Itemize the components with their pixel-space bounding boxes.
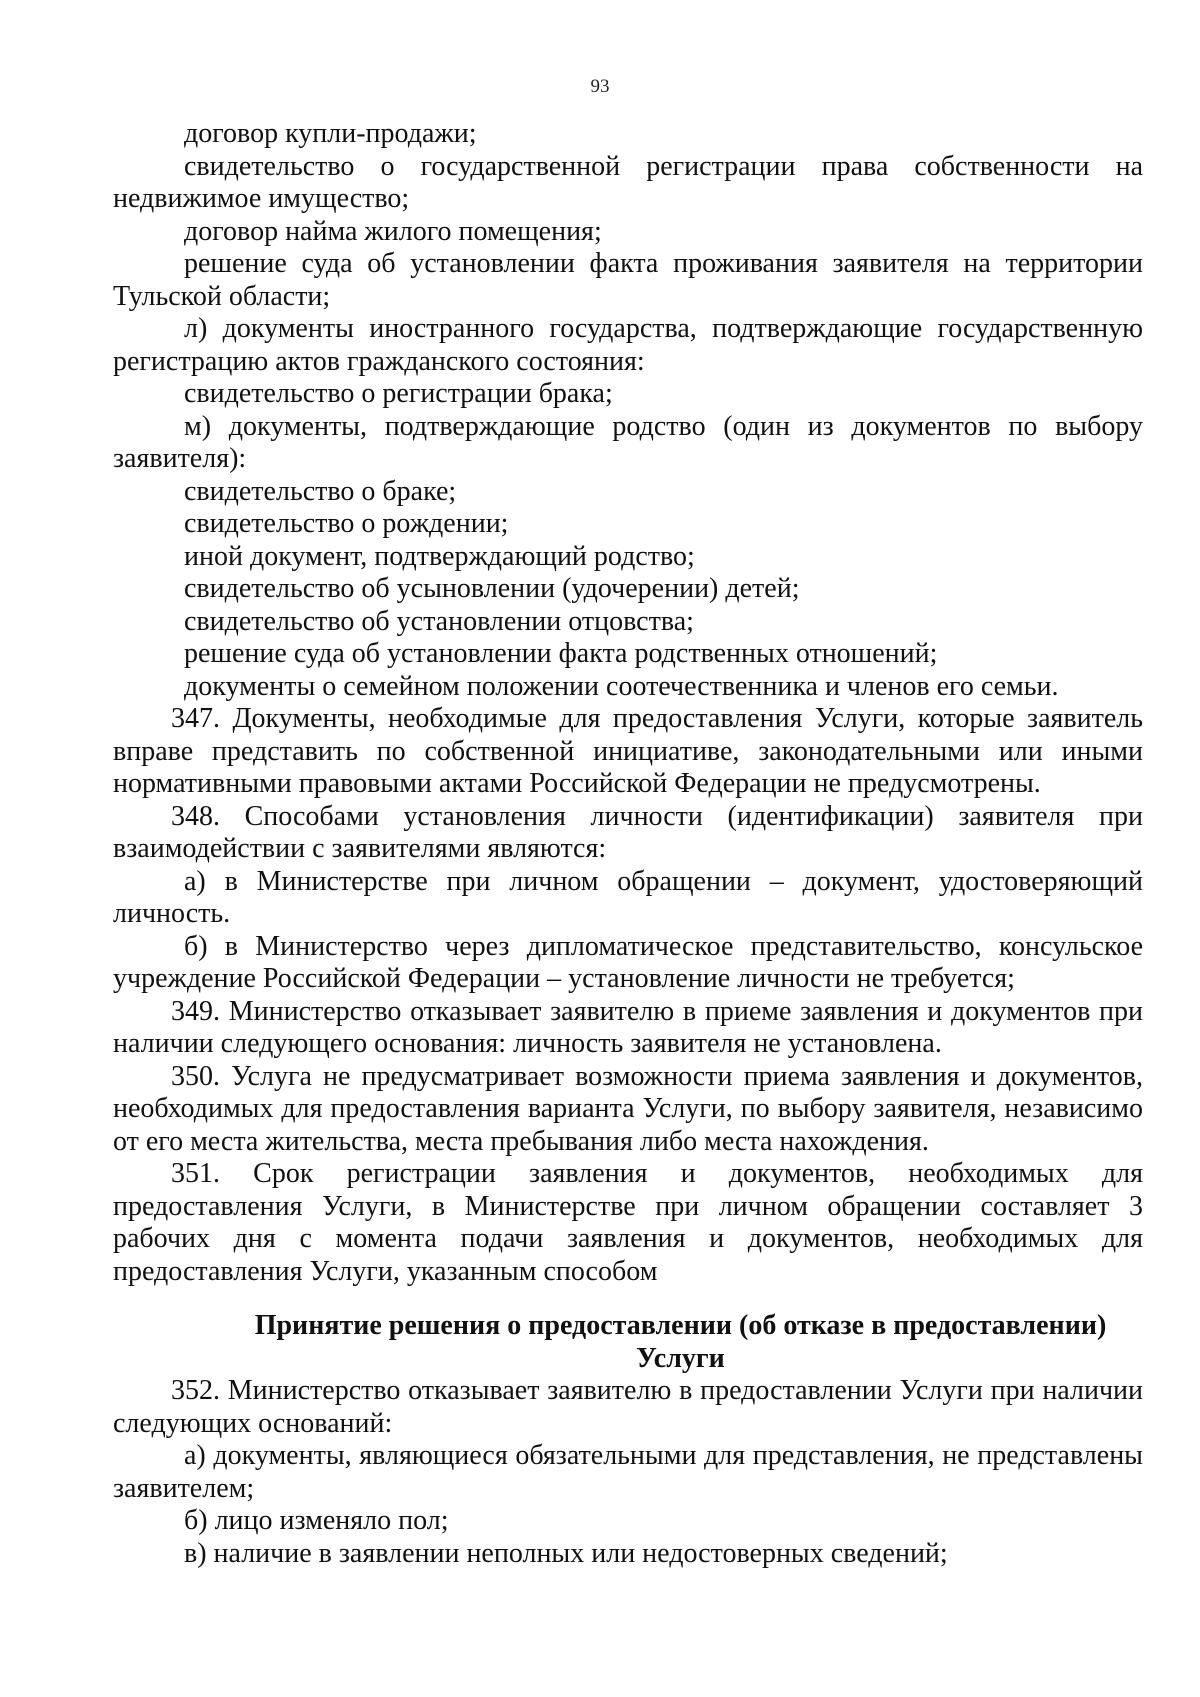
- paragraph: 347. Документы, необходимые для предоставления Услуги, которые заявитель вправе представить по собственной инициативе, законодательными или иными нормативными правовыми актами Российской Федерации не предусмотрены.: [113, 703, 1143, 799]
- paragraph: иной документ, подтверждающий родство;: [184, 540, 695, 572]
- paragraphs-top: [113, 118, 1143, 1288]
- section-heading: [113, 1310, 1143, 1375]
- paragraph: б) в Министерство через дипломатическое представительство, консульское учреждение Российской Федерации – установление личности не требуется;: [113, 930, 1143, 994]
- paragraph: в) наличие в заявлении неполных или недостоверных сведений;: [184, 1537, 948, 1569]
- paragraph: б) лицо изменяло пол;: [184, 1505, 449, 1536]
- paragraph: решение суда об установлении факта родственных отношений;: [184, 638, 938, 669]
- paragraph: л) документы иностранного государства, подтверждающие государственную регистрацию актов гражданского состояния:: [113, 313, 1143, 377]
- paragraph: решение суда об установлении факта проживания заявителя на территории Тульской области;: [113, 248, 1143, 312]
- paragraph: а) документы, являющиеся обязательными для представления, не представлены заявителем;: [113, 1440, 1143, 1504]
- paragraph: 348. Способами установления личности (идентификации) заявителя при взаимодействии с заявителями являются:: [113, 800, 1143, 864]
- document-body: [113, 118, 1143, 1570]
- paragraph: 350. Услуга не предусматривает возможности приема заявления и документов, необходимых для предоставления варианта Услуги, по выбору заявителя, независимо от его места жительства, места пребывания либо места нахождения.: [113, 1060, 1143, 1157]
- paragraph: 351. Срок регистрации заявления и документов, необходимых для предоставления Услуги, в Министерстве при личном обращении составляет 3 рабочих дня с момента подачи заявления и документов, необходимых для предоставления Услуги, указанным способом: [113, 1158, 1143, 1287]
- paragraph: свидетельство о государственной регистрации права собственности на недвижимое имущество;: [113, 150, 1143, 214]
- paragraph: м) документы, подтверждающие родство (один из документов по выбору заявителя):: [113, 410, 1143, 474]
- paragraph: а) в Министерстве при личном обращении – документ, удостоверяющий личность.: [113, 865, 1143, 929]
- paragraph: свидетельство о рождении;: [184, 508, 509, 539]
- paragraph: свидетельство о регистрации брака;: [184, 378, 613, 409]
- paragraph: свидетельство об установлении отцовства;: [184, 605, 694, 637]
- paragraph: документы о семейном положении соотечественника и членов его семьи.: [184, 670, 1059, 702]
- paragraphs-bottom: [113, 1375, 1143, 1570]
- page-number: 93: [590, 76, 610, 97]
- paragraph: 352. Министерство отказывает заявителю в предоставлении Услуги при наличии следующих оснований:: [113, 1375, 1143, 1439]
- section-heading-line-1: Принятие решения о предоставлении (об отказе в предоставлении): [254, 1310, 1107, 1341]
- paragraph: свидетельство о браке;: [184, 475, 457, 507]
- paragraph: свидетельство об усыновлении (удочерении) детей;: [184, 573, 800, 604]
- section-heading-line-2: Услуги: [636, 1342, 725, 1374]
- paragraph: договор купли-продажи;: [184, 118, 477, 149]
- paragraph: 349. Министерство отказывает заявителю в приеме заявления и документов при наличии следующего основания: личность заявителя не установлена.: [113, 995, 1143, 1059]
- paragraph: договор найма жилого помещения;: [184, 215, 602, 247]
